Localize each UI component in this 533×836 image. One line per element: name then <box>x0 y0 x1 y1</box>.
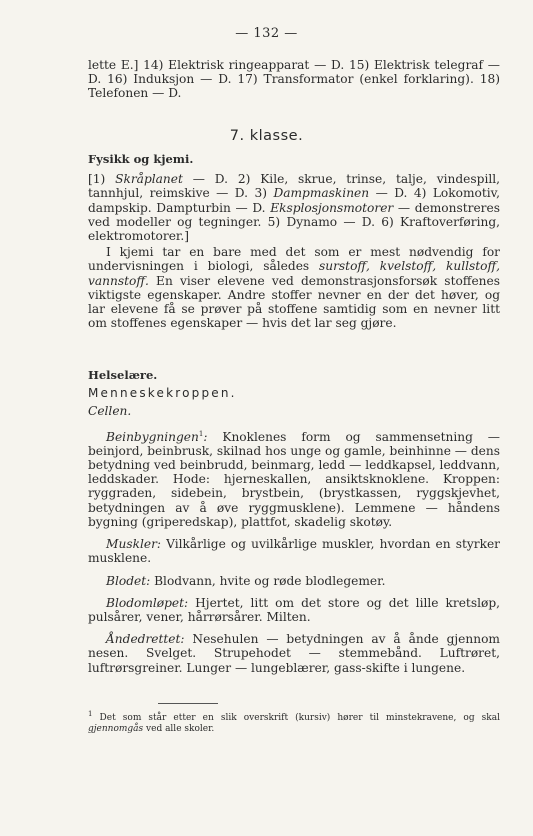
paragraph-text: En viser elevene ved demonstrasjonsforsøk stoffenes viktigste egenskaper. Andre stoffer nevner en der det høver, og lar elevene få se prøver på stoffene samtidig som en nevner litt om stoffenes egenskaper — hvis det lar seg gjøre. <box>88 273 500 331</box>
entry-colon: : <box>156 537 162 552</box>
entry-colon: : <box>203 429 208 444</box>
entry-andedrettet <box>88 632 500 675</box>
list-term-skraplanet: Skråplanet <box>115 172 183 187</box>
chemistry-paragraph <box>88 245 500 330</box>
footnote-divider <box>158 703 218 704</box>
footnote-text-part: Det som står etter en slik overskrift (kursiv) hører til minstekravene, og skal <box>99 713 500 723</box>
entry-text: Hjertet, litt om det store og det lille kretsløp, pulsårer, vener, hårrørsårer. Milten. <box>88 595 500 624</box>
footnote-mark: 1 <box>88 710 93 718</box>
footnote-text-part: ved alle skoler. <box>143 724 215 734</box>
entry-term: Blodomløpet <box>106 595 185 610</box>
entry-text: Knoklenes form og sammensetning — beinjord, beinbrusk, skilnad hos unge og gamle, beinhinne — dens betydning ved beinbrudd, beinmarg, ledd — leddkapsel, leddvann, leddskader. Hode: hjerneskallen, ansiktsknoklene. Kroppen: ryggraden, sidebein, brystbein, (brystkassen, ryggskjevhet, betydningen av å øve ryggmusklene). Lemmene — håndens bygning (griperedskap), plattfot, skadelig skotøy. <box>88 429 500 529</box>
entry-blodomlopet <box>88 596 500 624</box>
entry-term: Åndedrettet <box>106 632 181 647</box>
physics-topic-list <box>88 172 500 243</box>
list-text: — D. 2) Kile, skrue, trinse, talje, vindespill, tannhjul, reimskive — D. 3) <box>88 172 501 201</box>
entry-text: Nesehulen — betydningen av å ånde gjennom nesen. Svelget. Strupehodet — stemmebånd. Luftrøret, luftrørsgreiner. Lunger — lungeblærer, gass-skifte i lungene. <box>88 632 500 675</box>
physics-heading: Fysikk og kjemi. <box>88 152 194 166</box>
footnote-ref: 1 <box>198 429 204 438</box>
paragraph-elements-list: surstoff, kvelstoff, kullstoff, vannstoff. <box>88 259 500 288</box>
entry-term: Muskler <box>106 537 157 552</box>
paragraph-text: I kjemi tar en bare med det som er mest nødvendig for undervisningen i biologi, således <box>88 245 500 274</box>
footnote-italic-term: gjennomgås <box>88 724 144 734</box>
list-text: [1) <box>88 172 116 187</box>
page-number: — 132 — <box>235 26 298 41</box>
entry-blodet <box>88 574 500 588</box>
entry-term: Beinbygningen <box>106 429 199 444</box>
footnote <box>88 709 500 735</box>
footnote-text <box>88 709 500 735</box>
physics-section <box>88 152 500 330</box>
entry-muskler <box>88 537 500 565</box>
health-section <box>88 368 500 675</box>
health-heading: Helselære. <box>88 368 158 382</box>
list-term-eksplosjonsmotorer: Eksplosjonsmotorer <box>270 200 394 215</box>
entry-colon: : <box>146 573 151 588</box>
class-heading: 7. klasse. <box>229 128 304 144</box>
entry-text: Blodvann, hvite og røde blodlegemer. <box>150 573 386 588</box>
cell-heading: Cellen. <box>88 404 132 419</box>
health-subheading: Menneskekroppen. <box>88 386 237 401</box>
list-text: — D. 4) Lokomotiv, dampskip. Dampturbin — D. <box>88 186 500 215</box>
list-text: — demonstreres ved modeller og tegninger. 5) Dynamo — D. 6) Kraftoverføring, elektromotorer.] <box>88 200 500 244</box>
entry-colon: : <box>180 632 185 647</box>
intro-continuation-text: lette E.] 14) Elektrisk ringeapparat — D. 15) Elektrisk telegraf — D. 16) Induksjon — D. 17) Transformator (enkel forklaring). 18) Telefonen — D. <box>88 58 500 101</box>
entry-colon: : <box>184 595 189 610</box>
entry-term: Blodet <box>106 573 147 588</box>
intro-paragraph <box>88 58 500 101</box>
entry-text: Vilkårlige og uvilkårlige muskler, hvordan en styrker musklene. <box>88 537 500 566</box>
entry-beinbygningen <box>88 427 500 529</box>
list-term-dampmaskinen: Dampmaskinen <box>273 186 370 201</box>
